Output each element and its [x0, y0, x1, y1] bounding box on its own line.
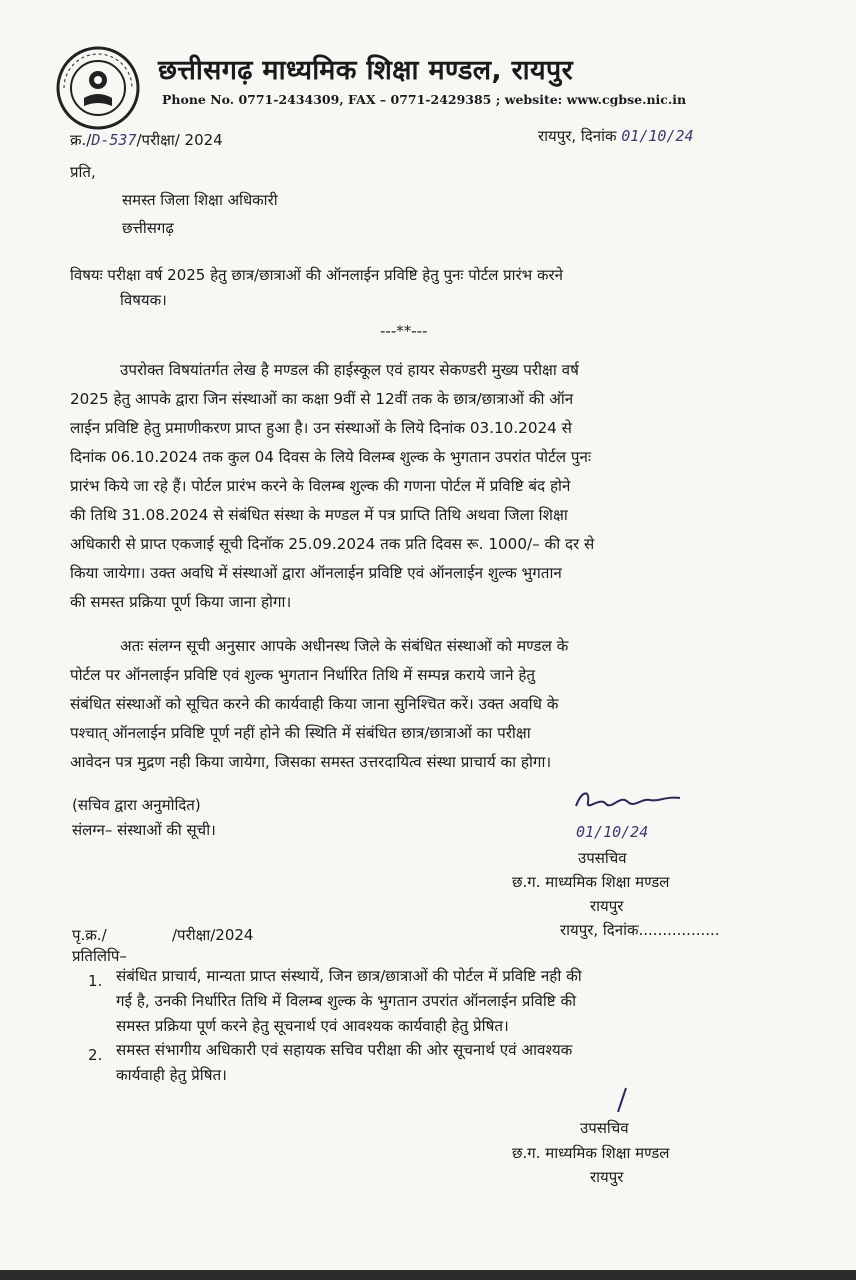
paragraph-line: उपरोक्त विषयांतर्गत लेख है मण्डल की हाईस्कूल एवं हायर सेकण्डरी मुख्य परीक्षा वर्ष	[120, 361, 579, 379]
pratilipi-label: प्रतिलिपि–	[72, 947, 127, 965]
ref-suffix: /परीक्षा/ 2024	[136, 131, 223, 149]
copy-item-2	[116, 1038, 756, 1088]
paragraph-line: आवेदन पत्र मुद्रण नही किया जायेगा, जिसका समस्त उत्तरदायित्व संस्था प्राचार्य का होगा।	[70, 753, 552, 771]
addressee-line-2: छत्तीसगढ़	[122, 219, 174, 237]
subject-line-1	[70, 265, 563, 285]
copy-ref-suffix: /परीक्षा/2024	[172, 926, 254, 944]
paragraph-line: प्रारंभ किये जा रहे हैं। पोर्टल प्रारंभ करने के विलम्ब शुल्क की गणना पोर्टल में प्रविष्टि बंद होने	[70, 477, 571, 495]
ref-handwritten-number: D-537	[91, 131, 137, 149]
copy-item-1	[116, 964, 756, 1039]
signature2-city: रायपुर	[590, 1168, 624, 1186]
ref-prefix: क्र./	[70, 131, 92, 149]
signature-scribble-icon	[570, 786, 690, 816]
approval-note: (सचिव द्वारा अनुमोदित)	[72, 796, 201, 814]
paragraph-line: दिनांक 06.10.2024 तक कुल 04 दिवस के लिये विलम्ब शुल्क के भुगतान उपरांत पोर्टल पुनः	[70, 448, 592, 466]
subject-label: विषयः	[70, 266, 103, 284]
signature-designation: उपसचिव	[578, 849, 627, 867]
paragraph-line: पश्चात् ऑनलाईन प्रविष्टि पूर्ण नहीं होने की स्थिति में संबंधित छात्र/छात्राओं का परीक्षा	[70, 724, 531, 742]
copy-item-line: समस्त संभागीय अधिकारी एवं सहायक सचिव परीक्षा की ओर सूचनार्थ एवं आवश्यक	[116, 1041, 573, 1059]
org-title: छत्तीसगढ़ माध्यमिक शिक्षा मण्डल, रायपुर	[158, 55, 573, 86]
handwritten-date: 01/10/24	[621, 127, 694, 145]
paragraph-line: की तिथि 31.08.2024 से संबंधित संस्था के मण्डल में पत्र प्राप्ति तिथि अथवा जिला शिक्षा	[70, 506, 568, 524]
paragraph-line: संबंधित संस्थाओं को सूचित करने की कार्यवाही किया जाना सुनिश्चित करें। उक्त अवधि के	[70, 695, 559, 713]
copy-item-line: कार्यवाही हेतु प्रेषित।	[116, 1066, 227, 1084]
copy-ref-prefix: पृ.क्र./	[72, 926, 107, 944]
enclosure-note: संलग्न– संस्थाओं की सूची।	[72, 821, 216, 839]
signature-city: रायपुर	[590, 897, 624, 915]
signature-mark-icon	[612, 1086, 632, 1114]
signature-org: छ.ग. माध्यमिक शिक्षा मण्डल	[512, 873, 670, 891]
page-bottom-edge	[0, 1270, 856, 1280]
contact-line: Phone No. 0771-2434309, FAX – 0771-2429385 ; website: www.cgbse.nic.in	[162, 92, 687, 107]
signature2-org: छ.ग. माध्यमिक शिक्षा मण्डल	[512, 1144, 670, 1162]
paragraph-line: लाईन प्रविष्टि हेतु प्रमाणीकरण प्राप्त हुआ है। उन संस्थाओं के लिये दिनांक 03.10.2024 से	[70, 419, 572, 437]
subject-text: परीक्षा वर्ष 2025 हेतु छात्र/छात्राओं की ऑनलाईन प्रविष्टि हेतु पुनः पोर्टल प्रारंभ करने	[107, 266, 563, 284]
date-label: रायपुर, दिनांक	[538, 127, 617, 145]
prati-label: प्रति,	[70, 163, 96, 181]
signature-date: 01/10/24	[576, 823, 649, 841]
letter-date	[538, 126, 694, 146]
body-paragraph-1	[70, 356, 760, 617]
paragraph-line: अतः संलग्न सूची अनुसार आपके अधीनस्थ जिले के संबंधित संस्थाओं को मण्डल के	[120, 637, 569, 655]
body-paragraph-2	[70, 632, 760, 777]
board-seal-logo-icon	[56, 46, 140, 130]
signature2-designation: उपसचिव	[580, 1119, 629, 1137]
copy-item-number: 2.	[88, 1046, 103, 1064]
copy-item-line: गई है, उनकी निर्धारित तिथि में विलम्ब शुल्क के भुगतान उपरांत ऑनलाईन प्रविष्टि की	[116, 992, 577, 1010]
paragraph-line: की समस्त प्रक्रिया पूर्ण किया जाना होगा।	[70, 593, 292, 611]
paragraph-line: 2025 हेतु आपके द्वारा जिन संस्थाओं का कक्षा 9वीं से 12वीं तक के छात्र/छात्राओं की ऑन	[70, 390, 574, 408]
paragraph-line: अधिकारी से प्राप्त एकजाई सूची दिनॉक 25.09.2024 तक प्रति दिवस रू. 1000/– की दर से	[70, 535, 595, 553]
addressee-line-1: समस्त जिला शिक्षा अधिकारी	[122, 191, 278, 209]
copy-item-line: संबंधित प्राचार्य, मान्यता प्राप्त संस्थायें, जिन छात्र/छात्राओं की पोर्टल में प्रविष्टि नही की	[116, 967, 582, 985]
copy-item-line: समस्त प्रक्रिया पूर्ण करने हेतु सूचनार्थ एवं आवश्यक कार्यवाही हेतु प्रेषित।	[116, 1017, 509, 1035]
subject-line-2: विषयक।	[120, 291, 167, 309]
reference-number	[70, 130, 223, 150]
copy-item-number: 1.	[88, 972, 103, 990]
separator: ---**---	[380, 322, 428, 340]
copy-ref-date: रायपुर, दिनांक.................	[560, 921, 720, 939]
paragraph-line: पोर्टल पर ऑनलाईन प्रविष्टि एवं शुल्क भुगतान निर्धारित तिथि में सम्पन्न कराये जाने हेतु	[70, 666, 536, 684]
paragraph-line: किया जायेगा। उक्त अवधि में संस्थाओं द्वारा ऑनलाईन प्रविष्टि एवं ऑनलाईन शुल्क भुगतान	[70, 564, 562, 582]
